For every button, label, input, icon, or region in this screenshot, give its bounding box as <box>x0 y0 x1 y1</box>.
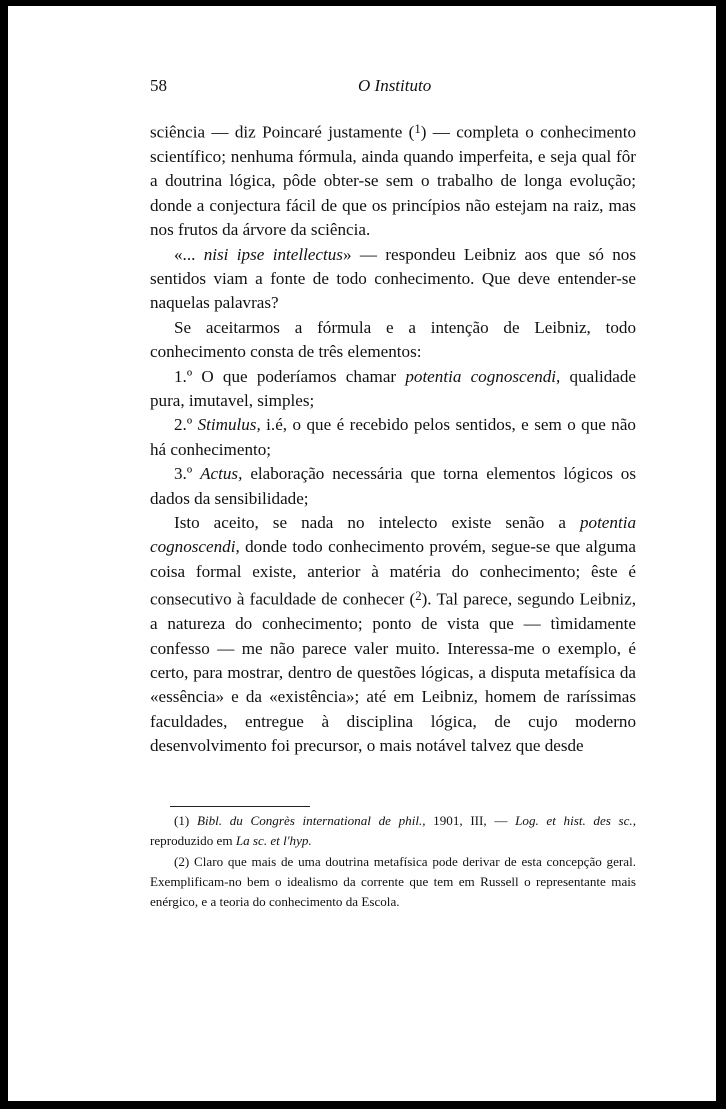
footnote-divider <box>170 806 310 807</box>
list-item-1 <box>150 365 636 414</box>
footnote-1-source-3: La sc. et l'hyp. <box>235 833 312 849</box>
paragraph-1-text-b: ) — completa o conhecimento scientífico; nenhuma fórmula, ainda quando imperfeita, e seja qual fôr a doutrina lógica, pôde obter-se sem o trabalho de longa evolução; donde a conjectura fácil de que os princípios não estejam na raiz, mas nos frutos da árvore da sciência. <box>150 122 636 240</box>
list-item-1-text-a: 1.º O que poderíamos chamar <box>174 366 406 386</box>
list-item-2-text-a: 2.º <box>174 415 198 435</box>
footnote-ref-2: 2 <box>415 589 422 604</box>
footnotes <box>150 811 636 912</box>
footnote-2-text: Claro que mais de uma doutrina metafísica pode derivar de esta concepção geral. Exemplificam-no bem o idealismo da corrente que tem em Russell o representante mais enérgico, e a teoria do conhecimento da Escola. <box>150 853 636 910</box>
paragraph-2 <box>150 243 636 316</box>
list-item-2 <box>150 413 636 462</box>
footnote-1 <box>150 811 636 852</box>
list-item-1-text-b: qualidade pura, imutavel, simples; <box>150 366 636 410</box>
footnote-2-mark: (2) <box>174 853 190 869</box>
body-text <box>150 117 636 759</box>
book-page <box>8 6 716 1101</box>
paragraph-2-latin-quote: nisi ipse intellectus <box>203 244 343 264</box>
paragraph-1-text-a: sciência — diz Poincaré justamente ( <box>150 122 415 142</box>
paragraph-1 <box>150 117 636 243</box>
paragraph-7-text-b: donde todo conhecimento provém, segue-se que alguma coisa formal existe, anterior à matéria do conhecimento; êste é consecutivo à faculdade de conhecer ( <box>150 537 636 609</box>
page-number: 58 <box>150 76 167 95</box>
paragraph-7-text-a: Isto aceito, se nada no intelecto existe senão a <box>174 512 580 532</box>
running-title: O Instituto <box>358 76 432 95</box>
list-item-3-text-a: 3.º <box>174 464 201 484</box>
paragraph-7-term: potentia cognoscendi, <box>150 512 636 557</box>
footnote-1-mark: (1) <box>174 813 190 828</box>
list-item-1-term: potentia cognoscendi, <box>405 366 561 386</box>
footnote-1-source-2: Log. et hist. des sc., <box>515 813 636 828</box>
footnote-2 <box>150 852 636 913</box>
paragraph-3: Se aceitarmos a fórmula e a intenção de Leibniz, todo conhecimento consta de três elementos: <box>150 317 636 362</box>
paragraph-2-text-b: » — respondeu Leibniz aos que só nos sentidos viam a fonte de todo conhecimento. Que deve entender-se naquelas palavras? <box>150 244 636 313</box>
paragraph-7 <box>150 511 636 759</box>
list-item-3-term: Actus, <box>200 464 243 484</box>
list-item-2-term: Stimulus, <box>197 415 261 435</box>
list-item-3 <box>150 462 636 511</box>
paragraph-7-text-c: ). Tal parece, segundo Leibniz, a natureza do conhecimento; ponto de vista que — tìmidamente confesso — me não parece valer muito. Interessa-me o exemplo, é certo, para mostrar, dentro de questões lógicas, a disputa metafísica da «essência» e da «existência»; até em Leibniz, homem de raríssimas faculdades, entregue à disciplina lógica, de cujo moderno desenvolvimento foi precursor, o mais notável talvez que desde <box>150 589 636 756</box>
list-item-3-text-b: elaboração necessária que torna elementos lógicos os dados da sensibilidade; <box>150 464 636 508</box>
paragraph-2-text-a: «... <box>174 244 204 264</box>
footnote-1-text-b: reproduzido em <box>150 833 236 849</box>
list-item-2-text-b: i.é, o que é recebido pelos sentidos, e sem o que não há conhecimento; <box>150 415 636 459</box>
footnote-ref-1: 1 <box>414 122 421 136</box>
footnote-1-text-a: 1901, III, — <box>425 813 516 828</box>
footnote-1-source: Bibl. du Congrès international de phil., <box>196 813 426 828</box>
